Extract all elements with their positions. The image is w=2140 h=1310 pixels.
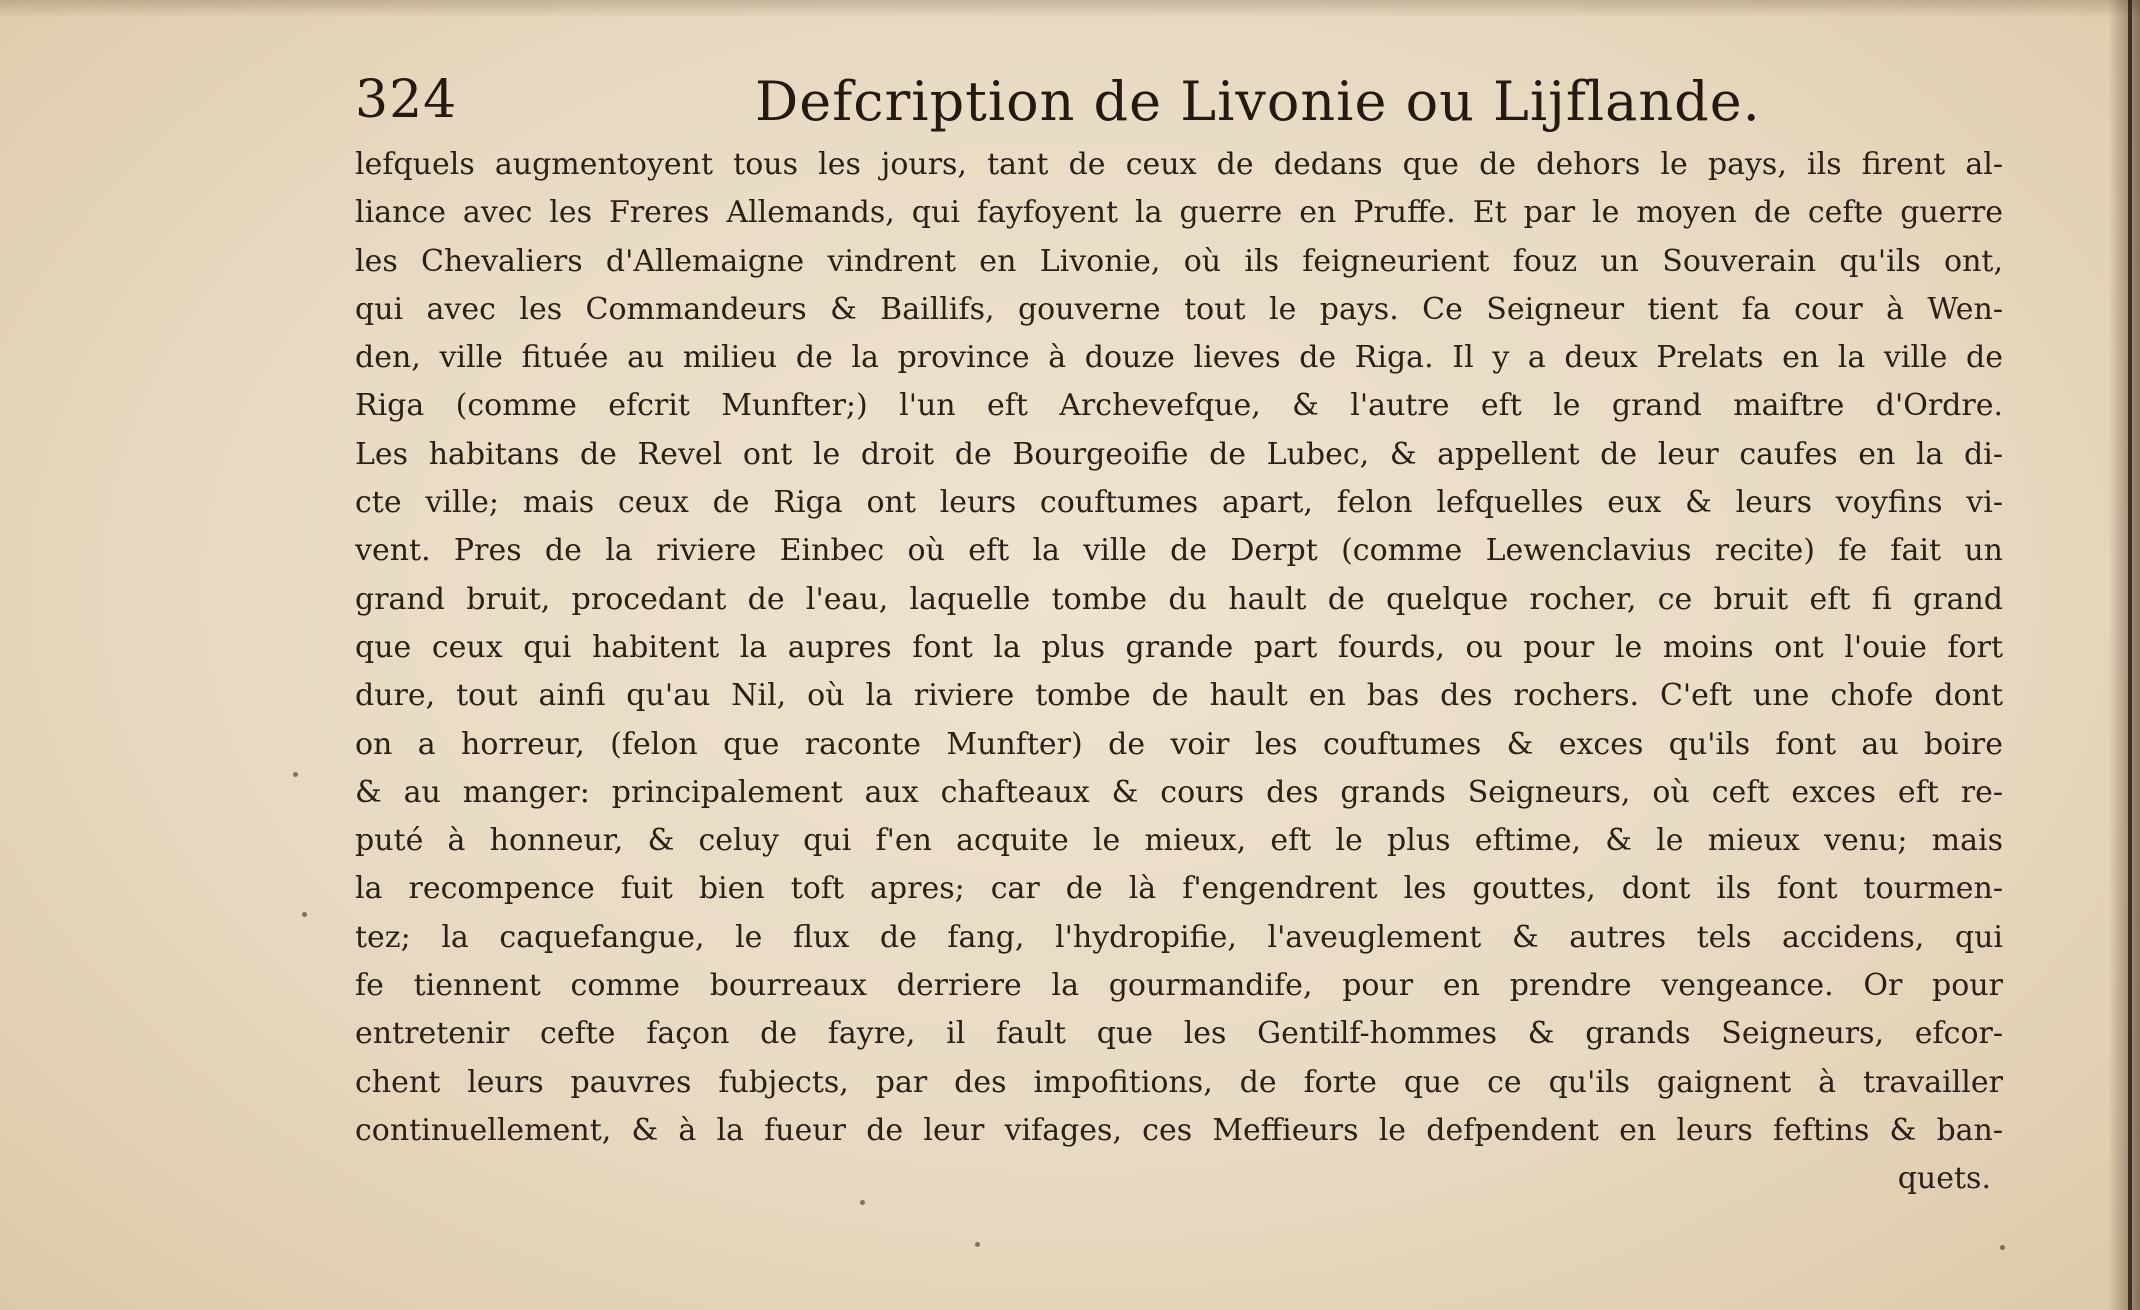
text-line: on a horreur, (felon que raconte Munfter) de voir les couftumes & exces qu'ils font au boire bbox=[355, 726, 2003, 762]
text-line: Les habitans de Revel ont le droit de Bourgeoifie de Lubec, & appellent de leur caufes en la di- bbox=[355, 436, 2003, 472]
text-line: liance avec les Freres Allemands, qui fayfoyent la guerre en Pruffe. Et par le moyen de cefte guerre bbox=[355, 195, 2003, 231]
text-line: grand bruit, procedant de l'eau, laquelle tombe du hault de quelque rocher, ce bruit eft fi grand bbox=[355, 581, 2003, 617]
ink-speck bbox=[860, 1200, 865, 1205]
text-line: & au manger: principalement aux chafteaux & cours des grands Seigneurs, où ceft exces eft re- bbox=[355, 774, 2003, 810]
ink-speck bbox=[293, 772, 298, 777]
ink-speck bbox=[302, 912, 307, 917]
text-line: continuellement, & à la fueur de leur vifages, ces Meffieurs le defpendent en leurs feftins & ban- bbox=[355, 1112, 2003, 1148]
running-head bbox=[355, 62, 2005, 142]
text-line: la recompence fuit bien toft apres; car de là f'engendrent les gouttes, dont ils font tourmen- bbox=[355, 871, 2003, 907]
page-top-shadow bbox=[0, 0, 2140, 18]
body-text bbox=[355, 141, 2003, 1204]
ink-speck bbox=[2000, 1245, 2005, 1250]
text-line: fe tiennent comme bourreaux derriere la gourmandife, pour en prendre vengeance. Or pour bbox=[355, 968, 2003, 1004]
text-line: vent. Pres de la riviere Einbec où eft la ville de Derpt (comme Lewenclavius recite) fe fait un bbox=[355, 533, 2003, 569]
page-number: 324 bbox=[355, 70, 458, 130]
text-line: chent leurs pauvres fubjects, par des impofitions, de forte que ce qu'ils gaignent à travailler bbox=[355, 1064, 2003, 1100]
text-line: puté à honneur, & celuy qui f'en acquite le mieux, eft le plus eftime, & le mieux venu; mais bbox=[355, 823, 2003, 859]
text-line: den, ville fituée au milieu de la province à douze lieves de Riga. Il y a deux Prelats en la ville de bbox=[355, 340, 2003, 376]
text-line: que ceux qui habitent la aupres font la plus grande part fourds, ou pour le moins ont l'ouie fort bbox=[355, 629, 2003, 665]
text-line: tez; la caquefangue, le flux de fang, l'hydropifie, l'aveuglement & autres tels accidens, qui bbox=[355, 919, 2003, 955]
text-line: entretenir cefte façon de fayre, il fault que les Gentilf-hommes & grands Seigneurs, efcor- bbox=[355, 1016, 2003, 1052]
text-line: les Chevaliers d'Allemaigne vindrent en Livonie, où ils feigneurient fouz un Souverain qu'ils ont, bbox=[355, 243, 2003, 279]
running-title: Defcription de Livonie ou Lijflande. bbox=[755, 70, 1761, 133]
text-line: dure, tout ainfi qu'au Nil, où la riviere tombe de hault en bas des rochers. C'eft une chofe dont bbox=[355, 678, 2003, 714]
text-line: lefquels augmentoyent tous les jours, tant de ceux de dedans que de dehors le pays, ils firent al- bbox=[355, 147, 2003, 182]
text-line: Riga (comme efcrit Munfter;) l'un eft Archevefque, & l'autre eft le grand maiftre d'Ordre. bbox=[355, 388, 2003, 424]
text-line: cte ville; mais ceux de Riga ont leurs couftumes apart, felon lefquelles eux & leurs voyfins vi- bbox=[355, 485, 2003, 521]
ink-speck bbox=[975, 1242, 980, 1247]
page-edge-line bbox=[2128, 0, 2132, 1310]
text-line-last: quets. bbox=[1897, 1161, 1991, 1197]
page-right-shadow bbox=[2110, 0, 2140, 1310]
text-line: qui avec les Commandeurs & Baillifs, gouverne tout le pays. Ce Seigneur tient fa cour à Wen- bbox=[355, 291, 2003, 327]
